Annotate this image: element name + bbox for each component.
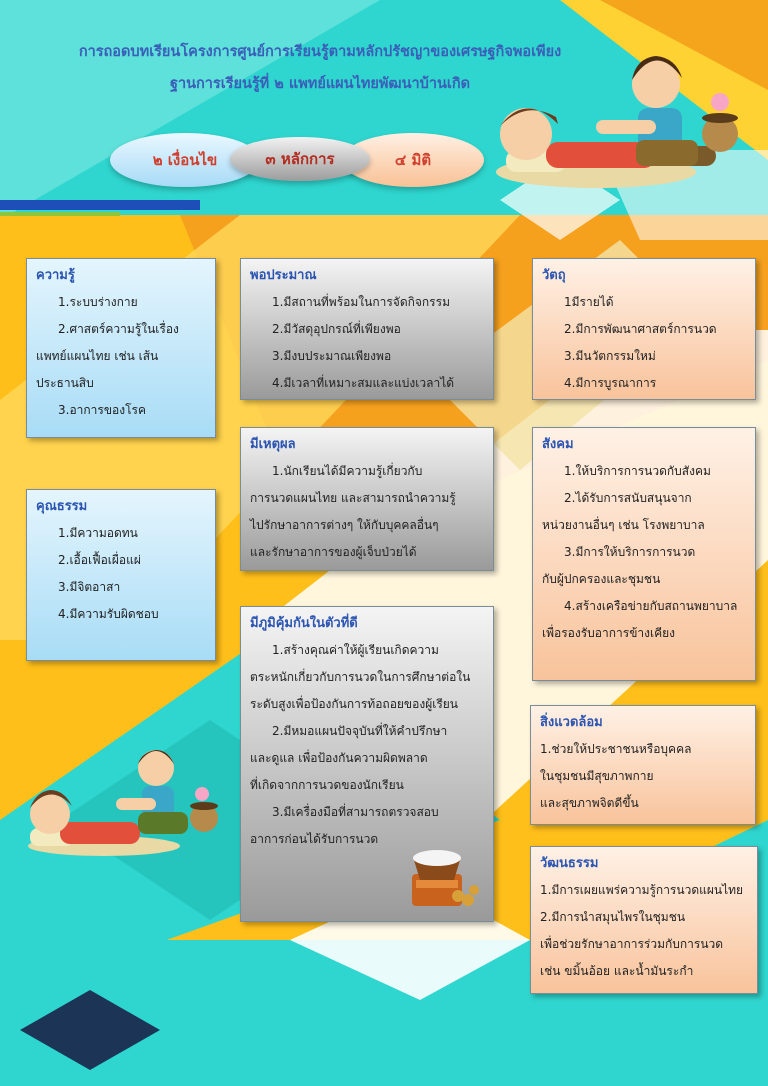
herbal-bowl-icon [408, 840, 482, 914]
material-item: 2.มีการพัฒนาศาสตร์การนวด [564, 322, 717, 336]
environment-item: ในชุมชนมีสุขภาพกาย [540, 769, 654, 783]
material-title: วัตถุ [542, 268, 566, 283]
reasonableness-title: มีเหตุผล [250, 437, 296, 452]
environment-item: 1.ช่วยให้ประชาชนหรือบุคคล [540, 742, 692, 756]
culture-box [530, 846, 758, 994]
moderation-item: 4.มีเวลาที่เหมาะสมและแบ่งเวลาได้ [272, 376, 455, 390]
pill-principles: ๓ หลักการ [230, 137, 370, 181]
immunity-item: 3.มีเครื่องมือที่สามารถตรวจสอบ [272, 805, 439, 819]
immunity-item: และดูแล เพื่อป้องกันความผิดพลาด [250, 751, 428, 765]
culture-item: 2.มีการนำสมุนไพรในชุมชน [540, 910, 686, 924]
massage-illustration-top [486, 22, 744, 192]
social-box [532, 427, 756, 681]
culture-item: 1.มีการเผยแพร่ความรู้การนวดแผนไทย [540, 883, 744, 897]
reasonableness-item: และรักษาอาการของผู้เจ็บป่วยได้ [250, 545, 417, 559]
morality-item: 1.มีความอดทน [58, 526, 138, 540]
social-item: กับผู้ปกครองและชุมชน [542, 572, 661, 586]
knowledge-title: ความรู้ [36, 268, 75, 283]
morality-item: 4.มีความรับผิดชอบ [58, 607, 159, 621]
pill-dimensions: ๔ มิติ [342, 133, 484, 187]
culture-title: วัฒนธรรม [540, 856, 599, 871]
social-item: 4.สร้างเครือข่ายกับสถานพยาบาล [564, 599, 738, 613]
moderation-item: 2.มีวัสดุอุปกรณ์ที่เพียงพอ [272, 322, 401, 336]
social-title: สังคม [542, 437, 574, 452]
header-title-line1: การถอดบทเรียนโครงการศูนย์การเรียนรู้ตามหลักปรัชญาของเศรษฐกิจพอเพียง [78, 44, 562, 60]
header-title-line2: ฐานการเรียนรู้ที่ ๒ แพทย์แผนไทยพัฒนาบ้านเกิด [169, 76, 471, 92]
material-item: 3.มีนวัตกรรมใหม่ [564, 349, 656, 363]
morality-title: คุณธรรม [36, 499, 88, 514]
massage-illustration-bottom [24, 742, 224, 860]
social-item: 1.ให้บริการการนวดกับสังคม [564, 464, 711, 478]
environment-title: สิ่งแวดล้อม [540, 715, 603, 730]
reasonableness-item: ไปรักษาอาการต่างๆ ให้กับบุคคลอื่นๆ [250, 518, 439, 532]
immunity-item: ระดับสูงเพื่อป้องกันการท้อถอยของผู้เรียน [250, 697, 459, 711]
morality-item: 2.เอื้อเฟื้อเผื่อแผ่ [58, 553, 141, 567]
knowledge-box [26, 258, 216, 438]
knowledge-item: ประธานสิบ [36, 376, 94, 390]
immunity-item: ที่เกิดจากการนวดของนักเรียน [250, 778, 404, 792]
knowledge-item: 2.ศาสตร์ความรู้ในเรื่อง [58, 322, 179, 336]
moderation-item: 3.มีงบประมาณเพียงพอ [272, 349, 392, 363]
social-item: เพื่อรองรับอาการข้างเคียง [542, 626, 676, 640]
social-item: 2.ได้รับการสนับสนุนจาก [564, 491, 692, 505]
pill-conditions: ๒ เงื่อนไข [110, 133, 260, 187]
morality-item: 3.มีจิตอาสา [58, 580, 121, 594]
reasonableness-item: 1.นักเรียนได้มีความรู้เกี่ยวกับ [272, 464, 423, 478]
immunity-item: อาการก่อนได้รับการนวด [250, 832, 379, 846]
social-item: หน่วยงานอื่นๆ เช่น โรงพยาบาล [542, 518, 705, 532]
moderation-item: 1.มีสถานที่พร้อมในการจัดกิจกรรม [272, 295, 450, 309]
material-item: 1มีรายได้ [564, 295, 614, 309]
moderation-title: พอประมาณ [250, 268, 317, 283]
environment-item: และสุขภาพจิตดีขึ้น [540, 796, 639, 810]
material-box [532, 258, 756, 400]
immunity-item: 2.มีหมอแผนปัจจุบันที่ให้คำปรึกษา [272, 724, 448, 738]
knowledge-item: แพทย์แผนไทย เช่น เส้น [36, 349, 159, 363]
culture-item: เช่น ขมิ้นอ้อย และน้ำมันระกำ [540, 964, 694, 978]
social-item: 3.มีการให้บริการการนวด [564, 545, 696, 559]
material-item: 4.มีการบูรณาการ [564, 376, 657, 390]
moderation-box [240, 258, 494, 400]
culture-item: เพื่อช่วยรักษาอาการร่วมกับการนวด [540, 937, 724, 951]
reasonableness-box [240, 427, 494, 571]
knowledge-item: 3.อาการของโรค [58, 403, 147, 417]
immunity-item: ตระหนักเกี่ยวกับการนวดในการศึกษาต่อใน [250, 670, 471, 684]
immunity-title: มีภูมิคุ้มกันในตัวที่ดี [250, 616, 358, 631]
immunity-item: 1.สร้างคุณค่าให้ผู้เรียนเกิดความ [272, 643, 439, 657]
environment-box [530, 705, 756, 825]
reasonableness-item: การนวดแผนไทย และสามารถนำความรู้ [250, 491, 456, 505]
knowledge-item: 1.ระบบร่างกาย [58, 295, 138, 309]
morality-box [26, 489, 216, 661]
